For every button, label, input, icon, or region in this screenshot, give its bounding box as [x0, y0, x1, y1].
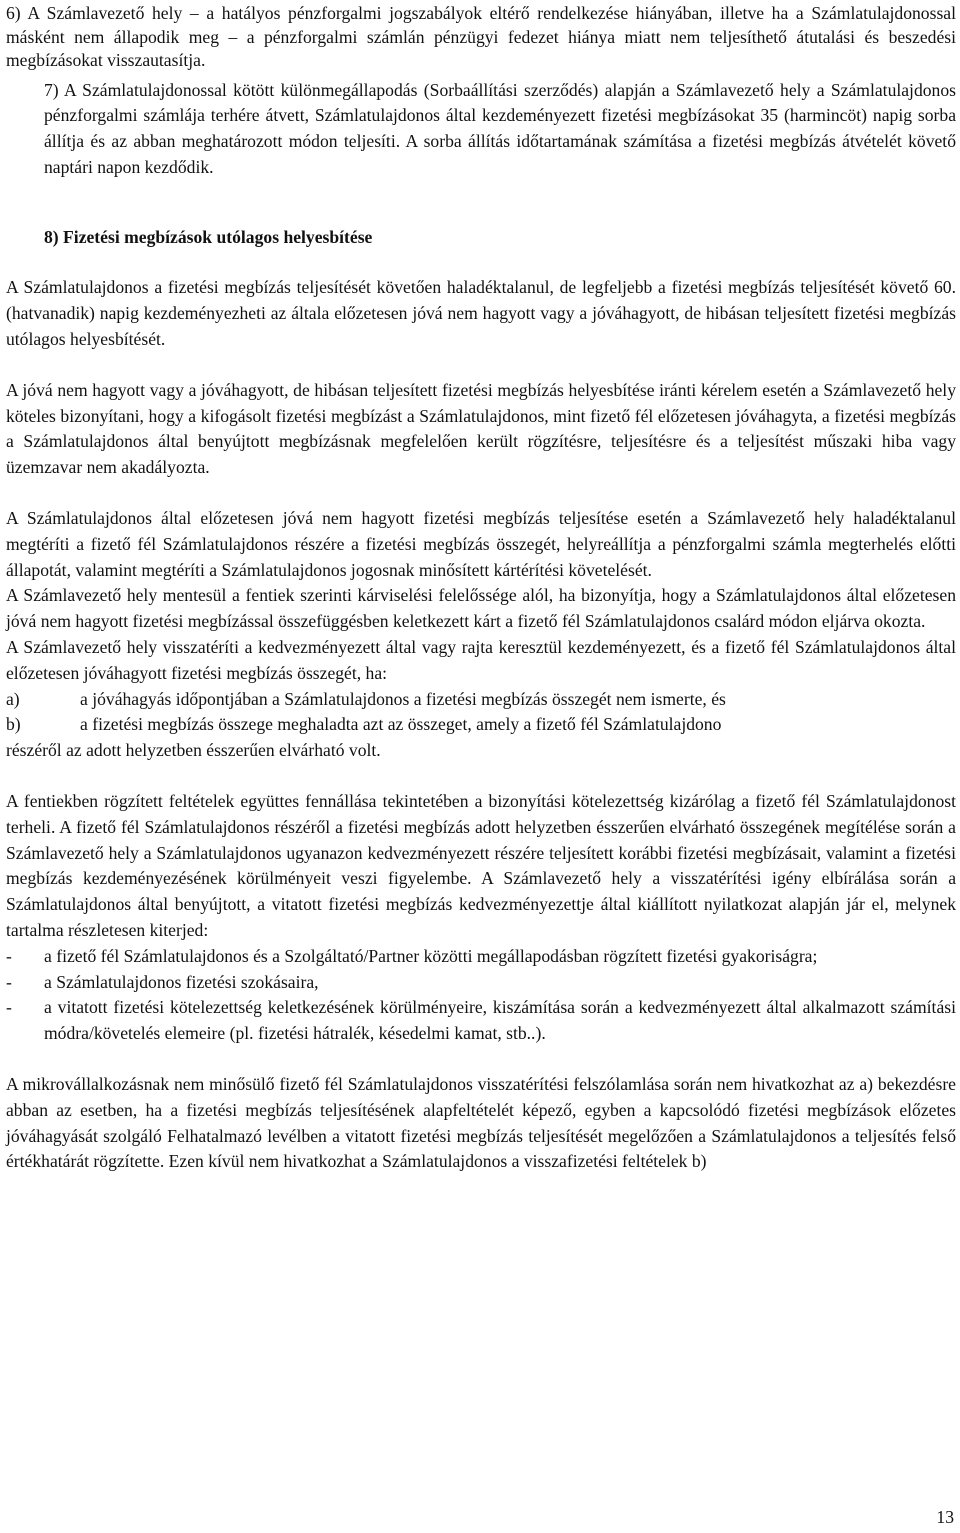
list-item-a: [6, 687, 956, 713]
dash-item-3: [6, 995, 956, 1047]
dash-marker: -: [6, 971, 12, 992]
paragraph-8b: A jóvá nem hagyott vagy a jóváhagyott, de hibásan teljesített fizetési megbízás helyesbítése iránti kérelem esetén a Számlavezető hely köteles bizonyítani, hogy a kifogásolt fizetési megbízást a Számlatulajdonos, mint fizető fél előzetesen jóváhagyta, a fizetési megbízás a Számlatulajdonos által benyújtott megbízásnak megfelelően került rögzítésre, teljesítésre és a teljesítést műszaki hiba vagy üzemzavar nem akadályozta.: [6, 379, 956, 478]
list-item-text: a jóváhagyás időpontjában a Számlatulajdonos a fizetési megbízás összegét nem ismerte, és: [80, 688, 726, 709]
dash-item-text: a fizető fél Számlatulajdonos és a Szolgáltató/Partner közötti megállapodásban rögzített fizetési gyakoriságra;: [44, 945, 818, 966]
dash-marker: -: [6, 945, 12, 966]
list-item-b-continuation: részéről az adott helyzetben ésszerűen elvárható volt.: [6, 740, 381, 761]
dash-marker: -: [6, 997, 12, 1018]
paragraph-8d: A Számlavezető hely mentesül a fentiek szerinti kárviselési felelőssége alól, ha bizonyítja, hogy a Számlatulajdonos által előzetesen jóvá nem hagyott fizetési megbízással összefüggésben keletkezett kárt a fizető fél Számlatulajdonos csalárd módon eljárva okozta.: [6, 585, 956, 632]
paragraph-8c: A Számlatulajdonos által előzetesen jóvá nem hagyott fizetési megbízás teljesítése esetén a Számlavezető hely haladéktalanul megtéríti a fizető fél Számlatulajdonos részére a fizetési megbízás összegét, helyreállítja a pénzforgalmi számla megterhelés előtti állapotát, valamint megtéríti a Számlatulajdonos jogosnak minősített kártérítési követelését.: [6, 508, 956, 580]
dash-item-1: [6, 944, 956, 970]
paragraph-6: 6) A Számlavezető hely – a hatályos pénzforgalmi jogszabályok eltérő rendelkezése hiányában, illetve ha a Számlatulajdonossal másként nem állapodik meg – a pénzforgalmi számlán pénzügyi fedezet hiánya miatt nem teljesíthető átutalási és beszedési megbízásokat visszautasítja.: [6, 3, 956, 70]
paragraph-8f: A fentiekben rögzített feltételek együttes fennállása tekintetében a bizonyítási kötelezettség kizárólag a fizető fél Számlatulajdonost terheli. A fizető fél Számlatulajdonos részéről a fizetési megbízás adott helyzetben ésszerűen elvárható összegének megítélése során a Számlavezető hely a Számlatulajdonos ugyanazon kedvezményezett részére teljesített korábbi fizetési megbízásait, valamint a fizetési megbízás kezdeményezésének körülményeit veszi figyelembe. A Számlavezető hely a visszatérítési igény elbírálása során a Számlatulajdonos által benyújtott, a vitatott fizetési megbízás kedvezményezettje által kiállított nyilatkozat alapján jár el, melynek tartalma részletesen kiterjed:: [6, 791, 956, 941]
list-marker: b): [6, 714, 21, 735]
list-item-text: a fizetési megbízás összege meghaladta azt az összeget, amely a fizető fél Számlatulajdono: [80, 714, 722, 735]
page-number: 13: [936, 1507, 954, 1527]
dash-item-text: a Számlatulajdonos fizetési szokásaira,: [44, 971, 319, 992]
dash-item-2: [6, 970, 956, 996]
paragraph-8g: A mikrovállalkozásnak nem minősülő fizető fél Számlatulajdonos visszatérítési felszólamlása során nem hivatkozhat az a) bekezdésre abban az esetben, ha a fizetési megbízás teljesítésének alapfeltételét képező, egyben a kapcsolódó fizetési megbízások előzetes jóváhagyását szolgáló Felhatalmazó levélben a vitatott fizetési megbízás teljesítését megelőzően a Számlatulajdonos a teljesítés felső értékhatárát rögzítette. Ezen kívül nem hivatkozhat a Számlatulajdonos a visszafizetési feltételek b): [6, 1074, 956, 1172]
dash-item-text: a vitatott fizetési kötelezettség keletkezésének körülményeire, kiszámítása során a kedvezményezett által alkalmazott számítási módra/követelés elemeire (pl. fizetési hátralék, késedelmi kamat, stb..).: [44, 997, 956, 1044]
paragraph-8a: A Számlatulajdonos a fizetési megbízás teljesítését követően haladéktalanul, de legfeljebb a fizetési megbízás teljesítését követő 60. (hatvanadik) napig kezdeményezheti az általa előzetesen jóvá nem hagyott vagy a jóváhagyott, de hibásan teljesített fizetési megbízás utólagos helyesbítését.: [6, 277, 956, 350]
section-heading-8: 8) Fizetési megbízások utólagos helyesbítése: [44, 226, 373, 247]
list-item-b: [6, 712, 956, 738]
document-page: [6, 0, 956, 1175]
paragraph-8e: A Számlavezető hely visszatéríti a kedvezményezett által vagy rajta keresztül kezdeményezett, és a fizető fél Számlatulajdonos által előzetesen jóváhagyott fizetési megbízás összegét, ha:: [6, 637, 956, 683]
list-marker: a): [6, 688, 20, 709]
paragraph-7: 7) A Számlatulajdonossal kötött különmegállapodás (Sorbaállítási szerződés) alapján a Számlavezető hely a Számlatulajdonos pénzforgalmi számlája terhére átvett, Számlatulajdonos által kezdeményezett fizetési megbízásokat 35 (harmincöt) napig sorba állítja és az abban meghatározott módon teljesíti. A sorba állítás időtartamának számítása a fizetési megbízás átvételét követő naptári napon kezdődik.: [44, 79, 956, 177]
